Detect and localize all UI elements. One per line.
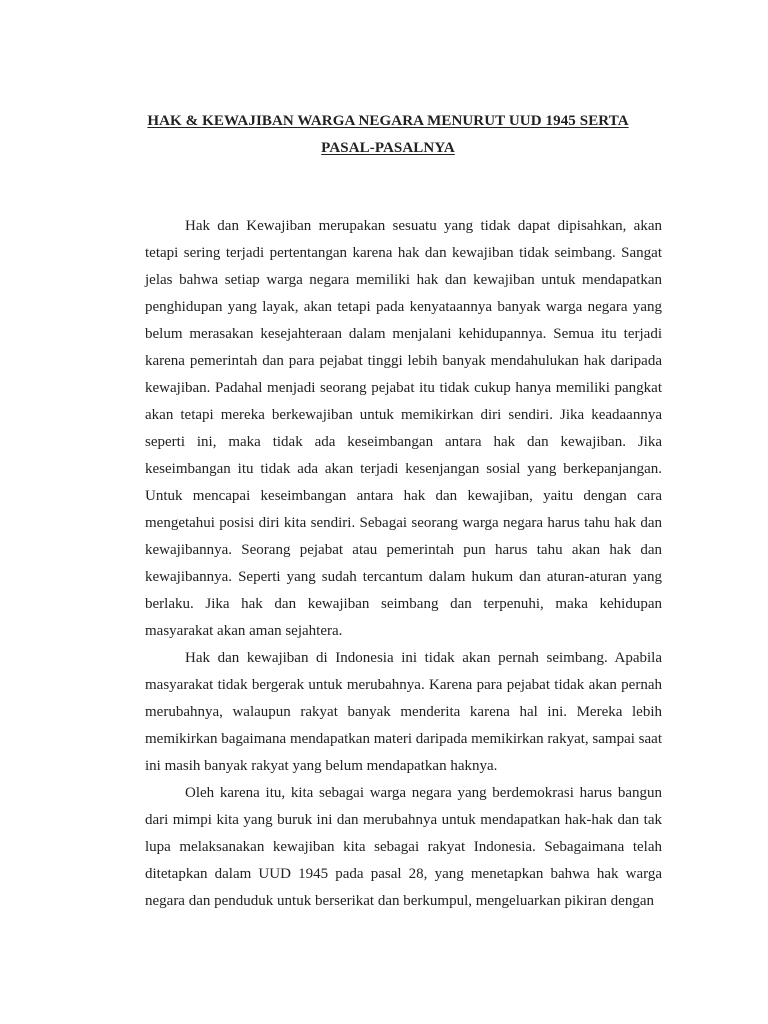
paragraph-2: Hak dan kewajiban di Indonesia ini tidak akan pernah seimbang. Apabila masyarakat tidak bergerak untuk merubahnya. Karena para pejabat tidak akan pernah merubahnya, walaupun rakyat banyak menderita karena hal ini. Mereka lebih memikirkan bagaimana mendapatkan materi daripada memikirkan rakyat, sampai saat ini masih banyak rakyat yang belum mendapatkan haknya. (145, 650, 662, 774)
document-body (145, 213, 662, 915)
title-line-2: PASAL-PASALNYA (321, 140, 455, 156)
paragraph-3: Oleh karena itu, kita sebagai warga negara yang berdemokrasi harus bangun dari mimpi kita yang buruk ini dan merubahnya untuk mendapatkan hak-hak dan tak lupa melaksanakan kewajiban kita sebagai rakyat Indonesia. Sebagaimana telah ditetapkan dalam UUD 1945 pada pasal 28, yang menetapkan bahwa hak warga negara dan penduduk untuk berserikat dan berkumpul, mengeluarkan pikiran dengan (145, 785, 662, 909)
title-line-1: HAK & KEWAJIBAN WARGA NEGARA MENURUT UUD 1945 SERTA (147, 113, 629, 129)
document-title (110, 108, 666, 162)
paragraph-1: Hak dan Kewajiban merupakan sesuatu yang tidak dapat dipisahkan, akan tetapi sering terjadi pertentangan karena hak dan kewajiban tidak seimbang. Sangat jelas bahwa setiap warga negara memiliki hak dan kewajiban untuk mendapatkan penghidupan yang layak, akan tetapi pada kenyataannya banyak warga negara yang belum merasakan kesejahteraan dalam menjalani kehidupannya. Semua itu terjadi karena pemerintah dan para pejabat tinggi lebih banyak mendahulukan hak daripada kewajiban. Padahal menjadi seorang pejabat itu tidak cukup hanya memiliki pangkat akan tetapi mereka berkewajiban untuk memikirkan diri sendiri. Jika keadaannya seperti ini, maka tidak ada keseimbangan antara hak dan kewajiban. Jika keseimbangan itu tidak ada akan terjadi kesenjangan sosial yang berkepanjangan. Untuk mencapai keseimbangan antara hak dan kewajiban, yaitu dengan cara mengetahui posisi diri kita sendiri. Sebagai seorang warga negara harus tahu hak dan kewajibannya. Seorang pejabat atau pemerintah pun harus tahu akan hak dan kewajibannya. Seperti yang sudah tercantum dalam hukum dan aturan-aturan yang berlaku. Jika hak dan kewajiban seimbang dan terpenuhi, maka kehidupan masyarakat akan aman sejahtera. (145, 218, 662, 639)
